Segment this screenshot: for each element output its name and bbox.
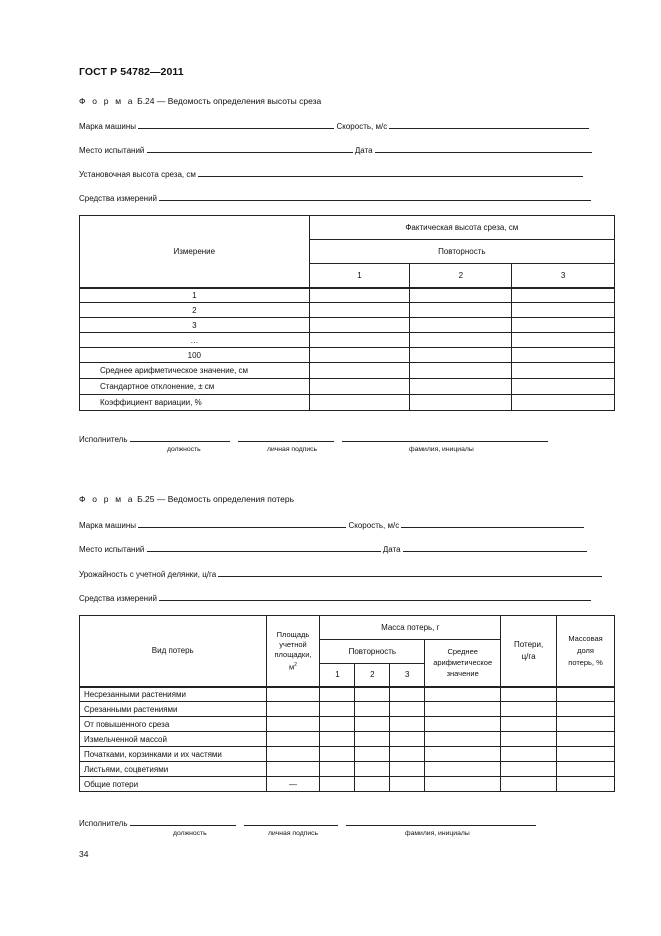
col-header-mean-line-1: Среднее	[447, 647, 478, 657]
col-header-mean-line-3: значение	[446, 669, 479, 679]
col-header-mean-line-2: арифметическое	[433, 658, 493, 668]
field-machine-speed	[79, 120, 589, 131]
col-header-mass: Масса потерь, г	[320, 616, 501, 640]
field-instruments-blank	[159, 592, 591, 601]
col-header-repeat: Повторность	[309, 240, 614, 264]
height-table	[79, 215, 615, 411]
executor-label: Исполнитель	[79, 819, 128, 828]
repeat-1: 1	[309, 264, 410, 288]
total-area-dash: —	[266, 777, 320, 792]
name-blank	[342, 433, 548, 442]
col-header-area-sup: 2	[294, 661, 297, 668]
repeat-3: 3	[512, 264, 615, 288]
col-header-actual: Фактическая высота среза, см	[309, 216, 614, 240]
field-instruments-blank	[159, 192, 591, 201]
name-blank	[346, 817, 536, 826]
field-place-date	[79, 144, 592, 155]
field-set-height-label: Установочная высота среза, см	[79, 170, 196, 179]
repeat-3: 3	[390, 664, 425, 687]
field-set-height	[79, 168, 583, 179]
field-machine-label: Марка машины	[79, 521, 137, 530]
col-header-area-line-1: Площадь	[276, 629, 310, 639]
losses-table	[79, 615, 615, 792]
col-header-type: Вид потерь	[80, 616, 267, 687]
form-prefix: Ф о р м а	[79, 494, 135, 504]
col-header-loss-line-1: Потери,	[514, 639, 544, 649]
form-b24-title	[79, 96, 321, 106]
field-machine-blank	[138, 120, 334, 129]
document-code: ГОСТ Р 54782—2011	[79, 66, 184, 78]
field-yield-label: Урожайность с учетной делянки, ц/га	[79, 570, 217, 579]
position-caption: должность	[173, 830, 207, 837]
col-header-area-line-3: площадки,	[274, 649, 312, 659]
field-date-blank	[375, 144, 592, 153]
col-header-measure: Измерение	[80, 216, 310, 288]
field-speed-blank	[389, 120, 589, 129]
field-place-label: Место испытаний	[79, 545, 145, 554]
field-date-label: Дата	[382, 545, 401, 554]
field-speed-label: Скорость, м/с	[336, 122, 388, 131]
position-blank	[130, 817, 236, 826]
table-row: 2	[80, 303, 310, 318]
field-place-blank	[147, 543, 381, 552]
col-header-area-unit: м	[289, 662, 295, 671]
field-yield-blank	[218, 568, 602, 577]
field-place-label: Место испытаний	[79, 146, 145, 155]
field-instruments-label: Средства измерений	[79, 594, 158, 603]
col-header-area-line-2: учетной	[279, 639, 307, 649]
table-row: 1	[80, 288, 310, 303]
table-row: От повышенного среза	[80, 717, 267, 732]
table-row: 100	[80, 348, 310, 363]
field-yield	[79, 568, 602, 579]
field-place-date	[79, 543, 587, 554]
sign-blank	[238, 433, 334, 442]
col-header-share-line-2: доля	[577, 645, 594, 655]
repeat-1: 1	[320, 664, 355, 687]
field-date-blank	[403, 543, 587, 552]
table-row: Листьями, соцветиями	[80, 762, 267, 777]
table-row-stat: Стандартное отклонение, ± см	[80, 379, 310, 395]
field-date-label: Дата	[354, 146, 373, 155]
repeat-2: 2	[410, 264, 512, 288]
table-row-stat: Среднее арифметическое значение, см	[80, 363, 310, 379]
form-number-title: Б.25 — Ведомость определения потерь	[137, 494, 295, 504]
name-caption: фамилия, инициалы	[409, 446, 474, 453]
table-row: Срезанными растениями	[80, 702, 267, 717]
table-row-total: Общие потери	[80, 777, 267, 792]
signature-block-b25	[79, 817, 536, 828]
col-header-repeat: Повторность	[320, 640, 425, 664]
repeat-2: 2	[355, 664, 390, 687]
executor-label: Исполнитель	[79, 435, 128, 444]
sign-caption: личная подпись	[268, 830, 319, 837]
position-blank	[130, 433, 230, 442]
field-machine-label: Марка машины	[79, 122, 137, 131]
page-number: 34	[79, 849, 89, 859]
col-header-share-line-1: Массовая	[568, 633, 603, 643]
col-header-share	[557, 616, 615, 687]
field-instruments	[79, 592, 591, 603]
sign-blank	[244, 817, 338, 826]
col-header-loss-line-2: ц/га	[521, 651, 536, 661]
col-header-share-line-3: потерь, %	[568, 657, 603, 667]
sign-caption: личная подпись	[267, 446, 318, 453]
field-instruments-label: Средства измерений	[79, 194, 158, 203]
field-machine-speed	[79, 519, 584, 530]
signature-block-b24	[79, 433, 548, 444]
table-row: Несрезанными растениями	[80, 687, 267, 702]
form-b25-title	[79, 494, 294, 504]
name-caption: фамилия, инициалы	[405, 830, 470, 837]
col-header-area	[266, 616, 320, 687]
field-set-height-blank	[198, 168, 583, 177]
table-row: Измельченной массой	[80, 732, 267, 747]
table-row: Початками, корзинками и их частями	[80, 747, 267, 762]
col-header-loss	[501, 616, 557, 687]
field-place-blank	[147, 144, 353, 153]
field-machine-blank	[138, 519, 346, 528]
form-number-title: Б.24 — Ведомость определения высоты среза	[137, 96, 322, 106]
position-caption: должность	[167, 446, 201, 453]
table-row: …	[80, 333, 310, 348]
field-speed-label: Скорость, м/с	[348, 521, 400, 530]
field-speed-blank	[401, 519, 584, 528]
col-header-mean	[425, 640, 501, 687]
table-row: 3	[80, 318, 310, 333]
form-prefix: Ф о р м а	[79, 96, 135, 106]
field-instruments	[79, 192, 591, 203]
table-row-stat: Коэффициент вариации, %	[80, 395, 310, 411]
